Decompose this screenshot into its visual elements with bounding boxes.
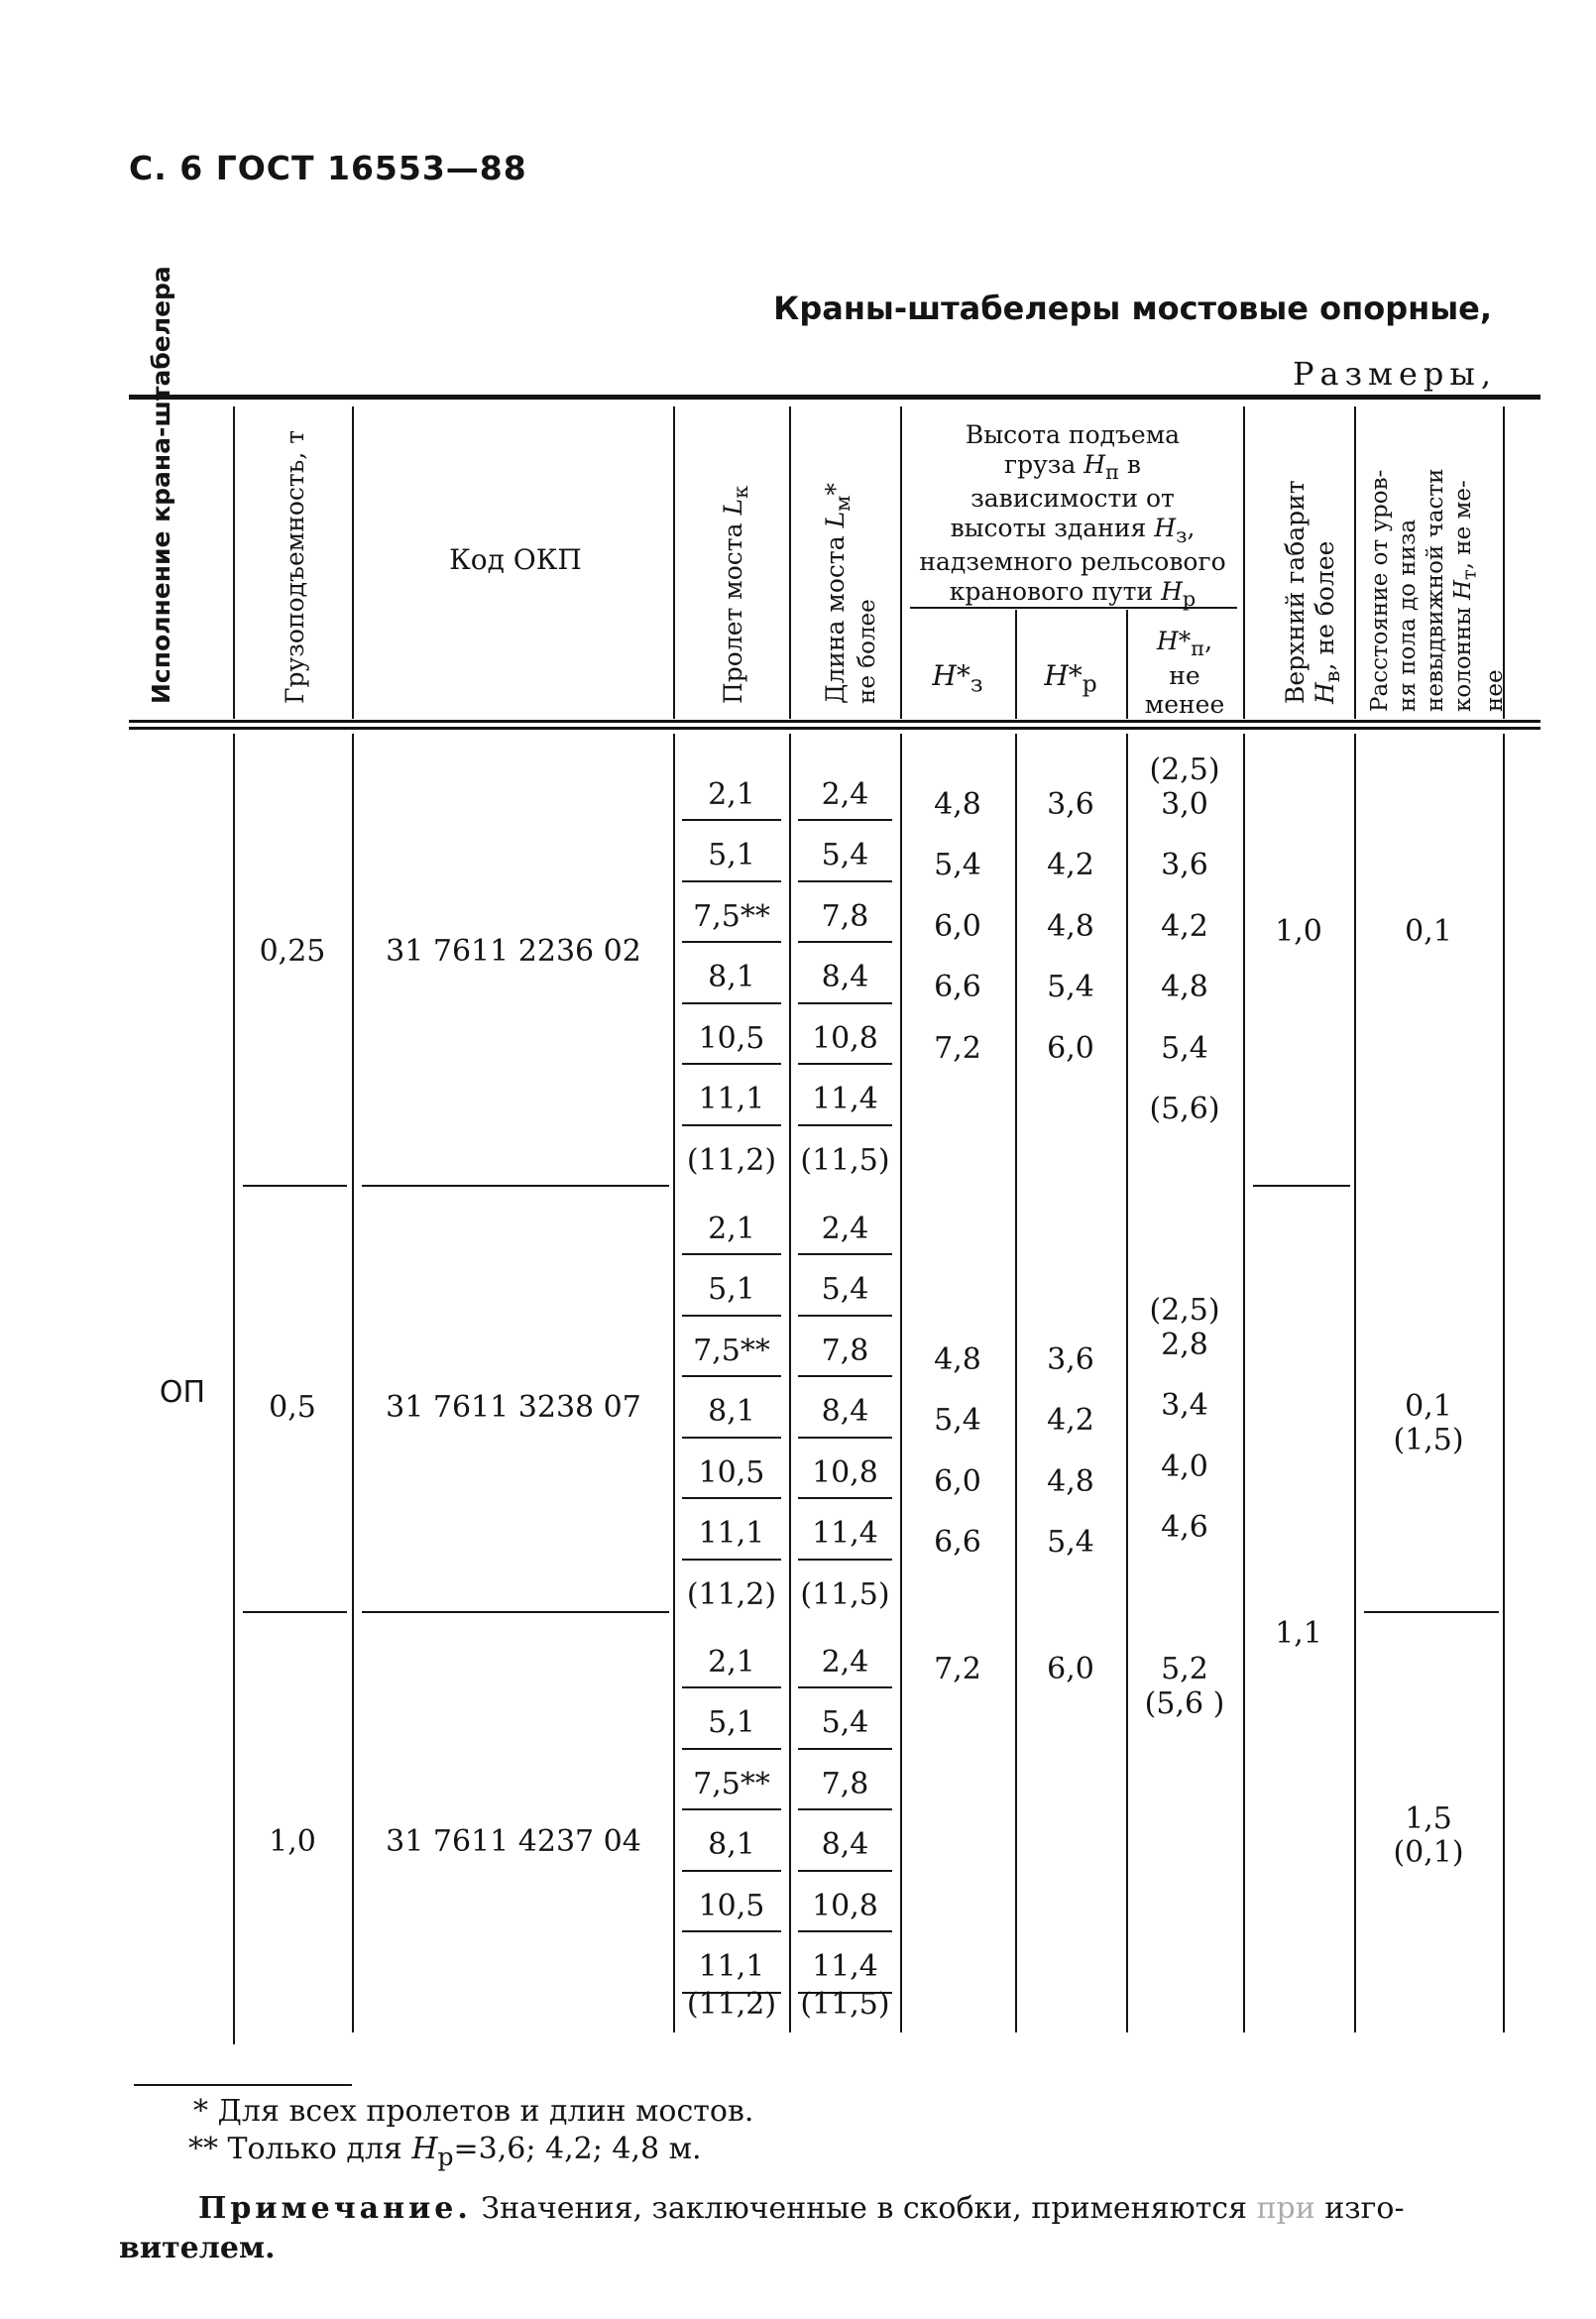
row-underline bbox=[682, 1808, 781, 1810]
table-top-rule bbox=[129, 395, 1540, 400]
column-divider bbox=[673, 734, 675, 2032]
dist-value: 0,1 bbox=[1405, 913, 1452, 949]
length-value: (11,5) bbox=[800, 1987, 890, 2023]
col-header-execution: Исполнение крана-штабелера bbox=[147, 266, 175, 704]
col-header-okp: Код ОКП bbox=[449, 543, 582, 576]
group-separator bbox=[1364, 1611, 1499, 1613]
hz-value: 5,4 bbox=[934, 1403, 981, 1439]
table-bottom-tick bbox=[233, 2032, 235, 2044]
length-value: 7,8 bbox=[821, 1766, 869, 1801]
row-underline bbox=[798, 1063, 892, 1065]
dist-value: 1,5 (0,1) bbox=[1393, 1800, 1464, 1870]
hr-value: 6,0 bbox=[1047, 1030, 1094, 1066]
col-header-length: Длина моста $L_м*$ bbox=[821, 483, 855, 704]
row-underline bbox=[682, 1253, 781, 1255]
length-value: 2,4 bbox=[821, 1211, 869, 1246]
length-value: 11,4 bbox=[812, 1516, 878, 1552]
hr-value: 5,4 bbox=[1047, 1525, 1094, 1561]
span-value: (11,2) bbox=[686, 1987, 777, 2023]
span-value: 8,1 bbox=[708, 960, 755, 995]
row-underline bbox=[798, 1253, 892, 1255]
span-value: 2,1 bbox=[708, 1211, 755, 1246]
note-continuation: вителем. bbox=[119, 2231, 276, 2265]
hr-value: 3,6 bbox=[1047, 786, 1094, 822]
top-value: 1,1 bbox=[1275, 1615, 1322, 1651]
span-value: 8,1 bbox=[708, 1827, 755, 1863]
note: Примечание. Значения, заключенные в скобки, применяются при изго- bbox=[198, 2191, 1405, 2226]
span-value: (11,2) bbox=[686, 1142, 777, 1178]
length-value: 8,4 bbox=[821, 1394, 869, 1430]
row-underline bbox=[682, 1559, 781, 1561]
length-value: 11,4 bbox=[812, 1949, 878, 1985]
hp-value: (5,6 ) bbox=[1144, 1685, 1225, 1721]
col-header-length-note: не более bbox=[855, 599, 880, 704]
row-underline bbox=[682, 819, 781, 821]
hz-value: 4,8 bbox=[934, 786, 981, 822]
hz-value: 6,6 bbox=[934, 1525, 981, 1561]
hp-value: 2,8 bbox=[1161, 1327, 1208, 1362]
span-value: 7,5** bbox=[693, 898, 770, 934]
span-value: 11,1 bbox=[698, 1516, 765, 1552]
span-value: 2,1 bbox=[708, 1644, 755, 1680]
span-value: (11,2) bbox=[686, 1576, 777, 1612]
length-value: 5,4 bbox=[821, 1272, 869, 1308]
span-value: 5,1 bbox=[708, 1272, 755, 1308]
hr-value: 5,4 bbox=[1047, 970, 1094, 1005]
length-value: 7,8 bbox=[821, 898, 869, 934]
row-underline bbox=[682, 1930, 781, 1932]
hr-value: 4,2 bbox=[1047, 1403, 1094, 1439]
hr-value: 4,8 bbox=[1047, 908, 1094, 944]
hp-value: 3,0 bbox=[1161, 786, 1208, 822]
hp-value: 4,2 bbox=[1161, 908, 1208, 944]
hz-value: 4,8 bbox=[934, 1341, 981, 1377]
length-value: 8,4 bbox=[821, 960, 869, 995]
row-underline bbox=[798, 1748, 892, 1750]
length-value: (11,5) bbox=[800, 1142, 890, 1178]
col-header-hr: $H*_р$ bbox=[1044, 659, 1097, 698]
execution-value: ОП bbox=[159, 1374, 206, 1410]
row-underline bbox=[682, 1315, 781, 1317]
hp-value: 3,6 bbox=[1161, 848, 1208, 883]
footnote-2: ** Только для $H_р=3,6$; 4,2; 4,8 м. bbox=[188, 2132, 702, 2171]
hz-value: 5,4 bbox=[934, 848, 981, 883]
capacity-value: 0,25 bbox=[259, 933, 326, 969]
length-value: 5,4 bbox=[821, 1705, 869, 1741]
header-divider bbox=[789, 406, 791, 719]
header-divider bbox=[233, 406, 235, 719]
row-underline bbox=[682, 880, 781, 882]
row-underline bbox=[682, 1748, 781, 1750]
page-header: С. 6 ГОСТ 16553—88 bbox=[129, 149, 527, 187]
column-divider bbox=[352, 734, 354, 2032]
length-value: (11,5) bbox=[800, 1576, 890, 1612]
hp-value: 4,8 bbox=[1161, 970, 1208, 1005]
group-separator bbox=[362, 1185, 669, 1187]
row-underline bbox=[798, 880, 892, 882]
hz-value: 6,6 bbox=[934, 970, 981, 1005]
row-underline bbox=[798, 1808, 892, 1810]
row-underline bbox=[798, 1497, 892, 1499]
dist-value: 0,1 (1,5) bbox=[1393, 1388, 1464, 1457]
length-value: 11,4 bbox=[812, 1082, 878, 1117]
header-rule-1 bbox=[129, 720, 1540, 723]
header-divider bbox=[673, 406, 675, 719]
okp-code: 31 7611 2236 02 bbox=[386, 933, 641, 969]
header-divider bbox=[1243, 406, 1245, 719]
row-underline bbox=[682, 1063, 781, 1065]
length-value: 10,8 bbox=[812, 1888, 878, 1923]
hr-value: 6,0 bbox=[1047, 1651, 1094, 1686]
col-header-hz: $H*_з$ bbox=[932, 659, 983, 698]
hz-value: 7,2 bbox=[934, 1651, 981, 1686]
hz-value: 6,0 bbox=[934, 908, 981, 944]
hr-value: 3,6 bbox=[1047, 1341, 1094, 1377]
span-value: 10,5 bbox=[698, 1888, 765, 1923]
top-value: 1,0 bbox=[1275, 913, 1322, 949]
col-header-height-group: Высота подъема груза $H_п$ в зависимости от высоты здания $H_з$, надземного рельсового кранового пути $H_р$ bbox=[919, 420, 1226, 611]
column-divider bbox=[1503, 734, 1505, 2032]
span-value: 7,5** bbox=[693, 1333, 770, 1368]
row-underline bbox=[798, 1870, 892, 1872]
hz-value: 6,0 bbox=[934, 1463, 981, 1499]
row-underline bbox=[682, 1497, 781, 1499]
span-value: 11,1 bbox=[698, 1949, 765, 1985]
footnote-1: * Для всех пролетов и длин мостов. bbox=[193, 2094, 754, 2129]
group-separator bbox=[243, 1185, 347, 1187]
row-underline bbox=[682, 1686, 781, 1688]
row-underline bbox=[798, 1375, 892, 1377]
col-header-span: Пролет моста $L_к$ bbox=[719, 485, 752, 704]
row-underline bbox=[682, 1002, 781, 1004]
hz-value: 7,2 bbox=[934, 1030, 981, 1066]
hp-value: (2,5) bbox=[1149, 752, 1220, 787]
length-value: 7,8 bbox=[821, 1333, 869, 1368]
row-underline bbox=[798, 1002, 892, 1004]
footnote-rule bbox=[134, 2084, 352, 2086]
group-separator bbox=[1253, 1185, 1350, 1187]
span-value: 7,5** bbox=[693, 1766, 770, 1801]
length-value: 5,4 bbox=[821, 838, 869, 873]
row-underline bbox=[682, 1124, 781, 1126]
row-underline bbox=[798, 1437, 892, 1439]
okp-code: 31 7611 3238 07 bbox=[386, 1389, 641, 1425]
span-value: 5,1 bbox=[708, 838, 755, 873]
hp-value: 4,0 bbox=[1161, 1449, 1208, 1484]
header-divider bbox=[1354, 406, 1356, 719]
col-header-top-2: $H_в$, не более bbox=[1311, 540, 1344, 704]
length-value: 8,4 bbox=[821, 1827, 869, 1863]
hp-value: 5,2 bbox=[1161, 1651, 1208, 1686]
span-value: 2,1 bbox=[708, 776, 755, 812]
group-separator bbox=[243, 1611, 347, 1613]
capacity-value: 1,0 bbox=[269, 1823, 316, 1859]
col-header-dist: Расстояние от уров- ня пола до низа невыдвижной части колонны $H_т$, не ме- нее bbox=[1367, 468, 1509, 712]
okp-code: 31 7611 4237 04 bbox=[386, 1823, 641, 1859]
length-value: 10,8 bbox=[812, 1454, 878, 1490]
table-subtitle: Размеры, bbox=[1292, 355, 1497, 393]
capacity-value: 0,5 bbox=[269, 1389, 316, 1425]
length-value: 2,4 bbox=[821, 776, 869, 812]
span-value: 10,5 bbox=[698, 1020, 765, 1056]
row-underline bbox=[682, 1870, 781, 1872]
hp-value: 3,4 bbox=[1161, 1388, 1208, 1424]
span-value: 10,5 bbox=[698, 1454, 765, 1490]
row-underline bbox=[682, 941, 781, 943]
row-underline bbox=[798, 1315, 892, 1317]
hr-value: 4,2 bbox=[1047, 848, 1094, 883]
length-value: 2,4 bbox=[821, 1644, 869, 1680]
row-underline bbox=[798, 1124, 892, 1126]
row-underline bbox=[798, 1686, 892, 1688]
length-value: 10,8 bbox=[812, 1020, 878, 1056]
row-underline bbox=[798, 819, 892, 821]
span-value: 8,1 bbox=[708, 1394, 755, 1430]
column-divider bbox=[789, 734, 791, 2032]
hp-value: (2,5) bbox=[1149, 1292, 1220, 1328]
col-header-top: Верхний габарит bbox=[1281, 480, 1310, 704]
col-header-capacity: Грузоподъемность, т bbox=[281, 429, 309, 704]
span-value: 11,1 bbox=[698, 1082, 765, 1117]
col-header-hp: $H*_п$, не менее bbox=[1144, 627, 1225, 720]
row-underline bbox=[798, 941, 892, 943]
group-separator bbox=[362, 1611, 669, 1613]
header-rule-2 bbox=[129, 727, 1540, 730]
hp-value: 4,6 bbox=[1161, 1510, 1208, 1546]
row-underline bbox=[682, 1375, 781, 1377]
span-value: 5,1 bbox=[708, 1705, 755, 1741]
row-underline bbox=[798, 1930, 892, 1932]
row-underline bbox=[798, 1559, 892, 1561]
hp-value: (5,6) bbox=[1149, 1092, 1220, 1127]
table-title: Краны-штабелеры мостовые опорные, bbox=[773, 290, 1492, 327]
hp-value: 5,4 bbox=[1161, 1030, 1208, 1066]
row-underline bbox=[682, 1437, 781, 1439]
header-divider bbox=[352, 406, 354, 719]
hr-value: 4,8 bbox=[1047, 1463, 1094, 1499]
